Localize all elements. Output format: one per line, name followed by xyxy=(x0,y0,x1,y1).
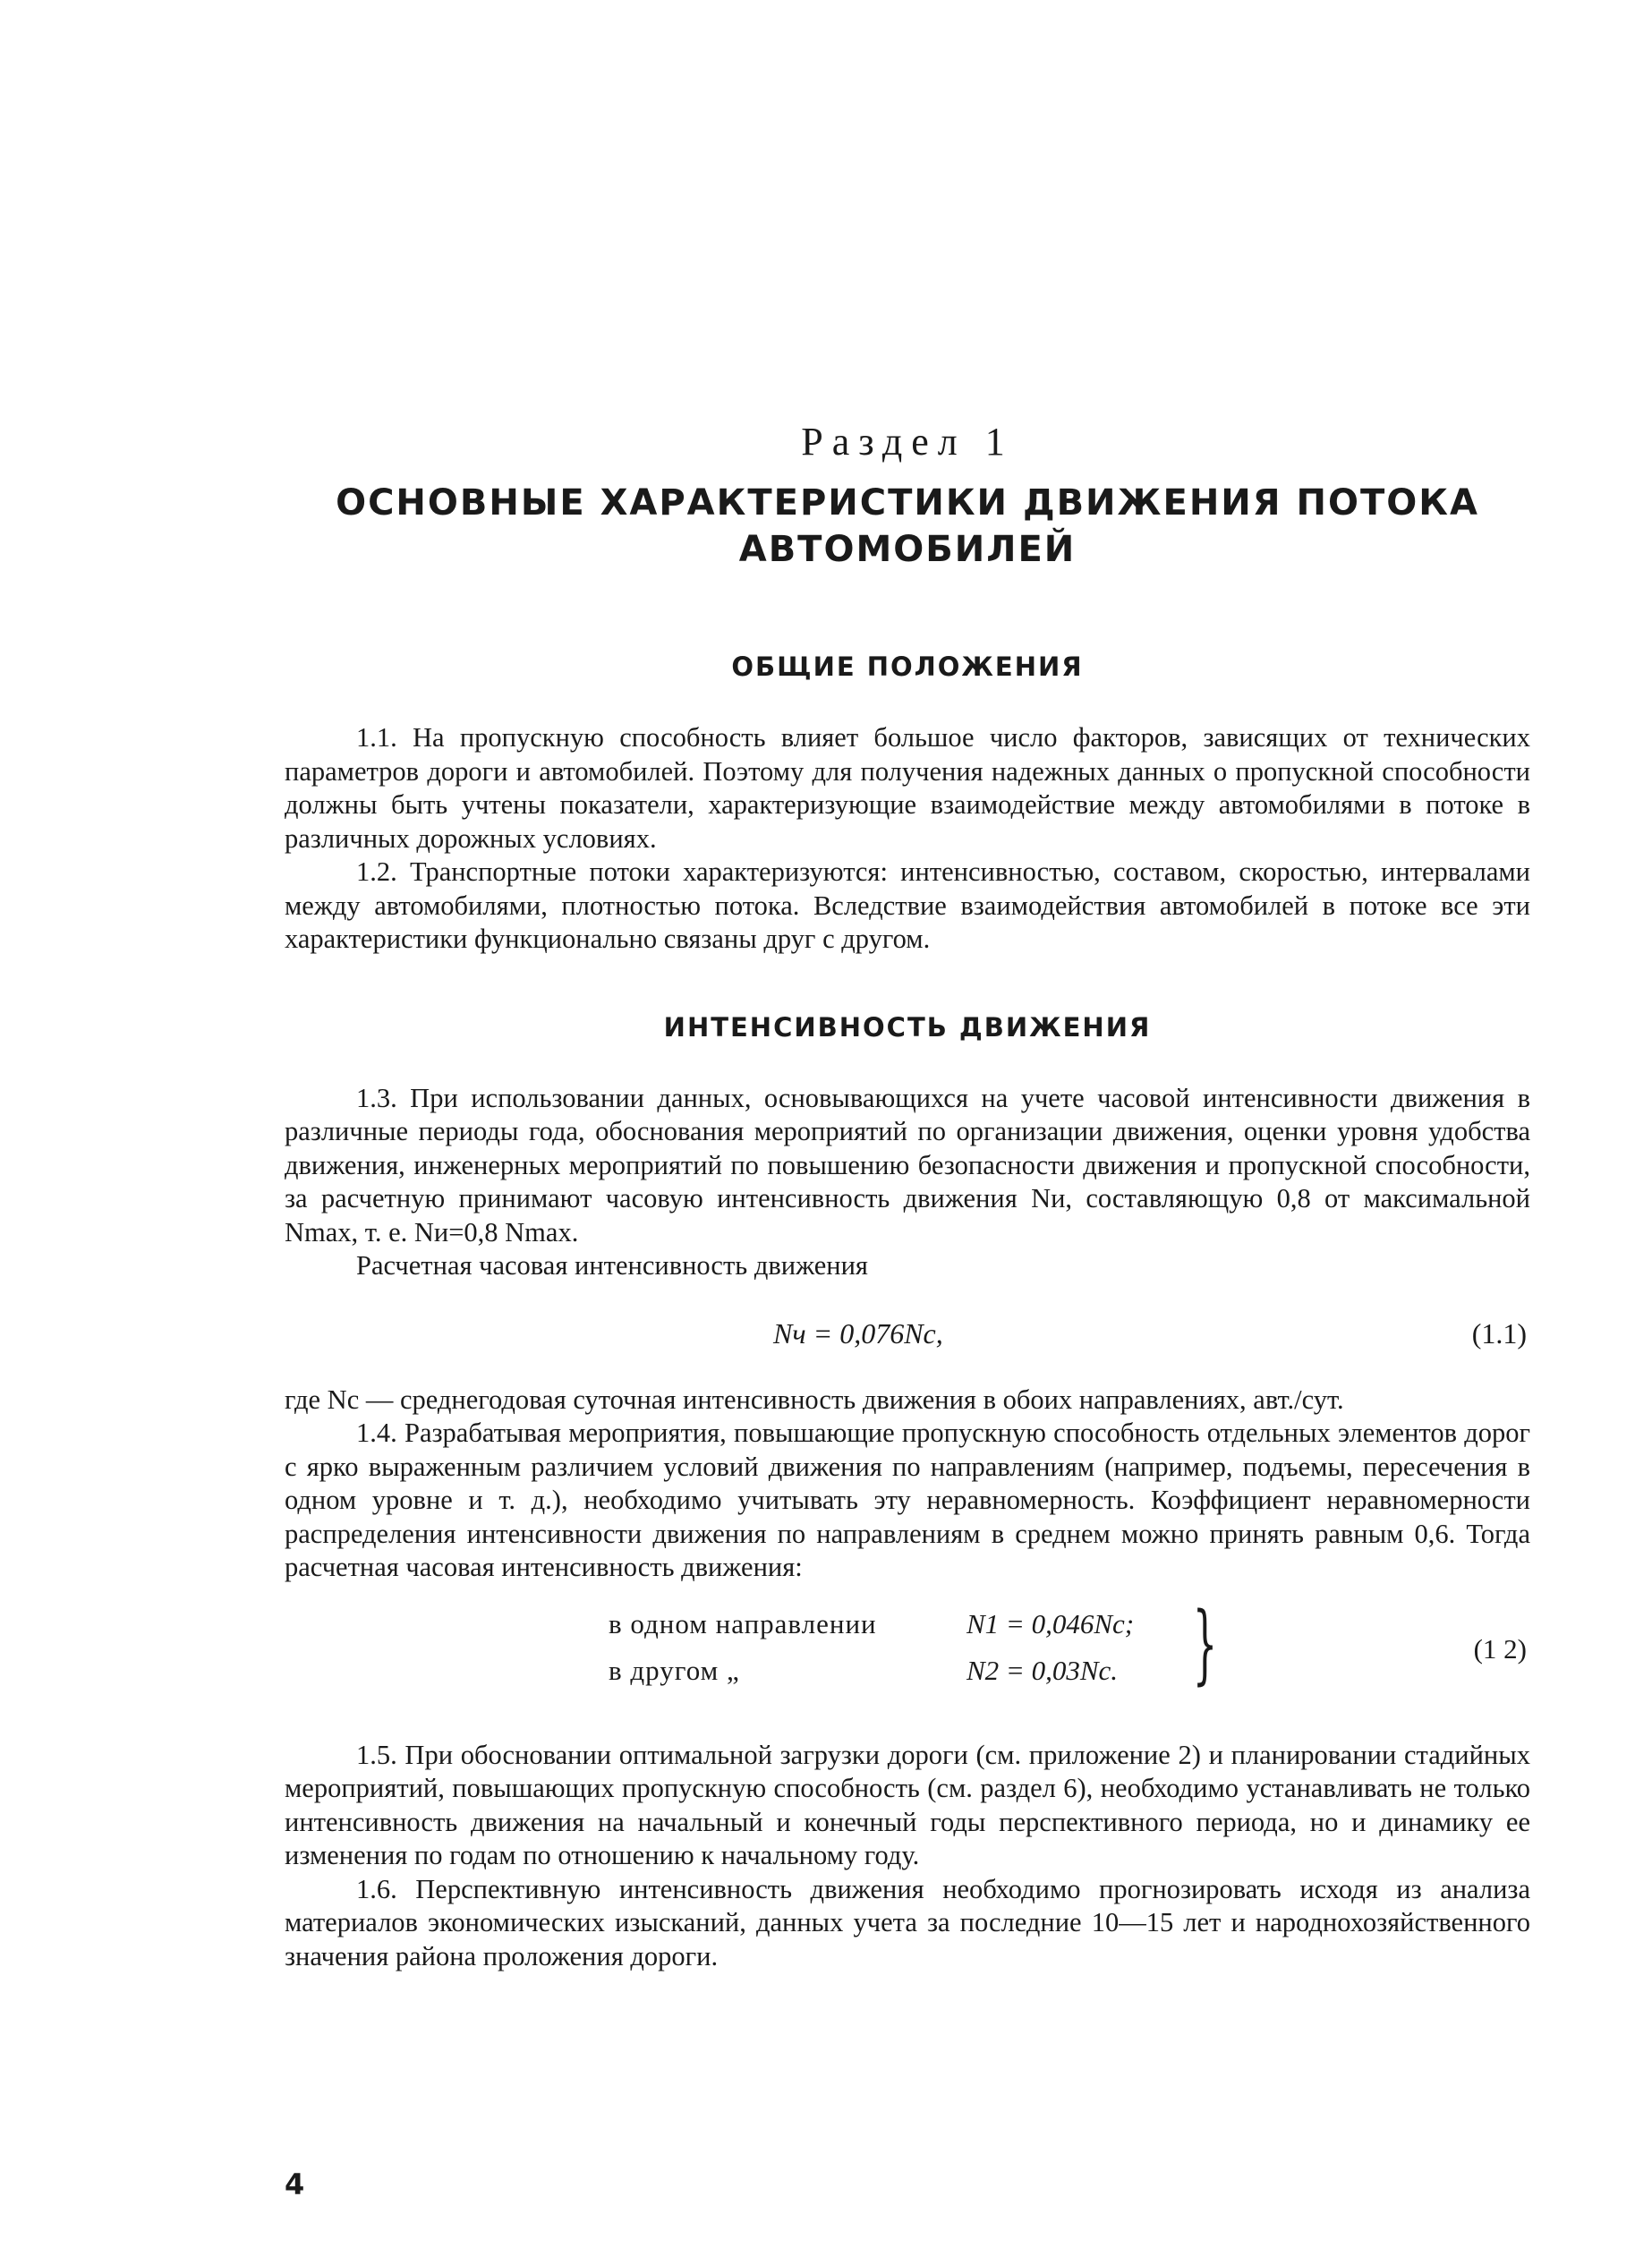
equation-1-2-row-1-expression: N1 = 0,046Nс; xyxy=(967,1607,1135,1639)
document-page xyxy=(285,421,1530,1973)
paragraph-where: где Nс — среднегодовая суточная интенсивность движения в обоих направлениях, авт./сут. xyxy=(285,1384,1344,1415)
paragraph-calc-intensity: Расчетная часовая интенсивность движения xyxy=(356,1250,868,1282)
heading-traffic-intensity: ИНТЕНСИВНОСТЬ ДВИЖЕНИЯ xyxy=(663,1011,1152,1043)
paragraph-1-5: 1.5. При обосновании оптимальной загрузки дороги (см. приложение 2) и планировании стадийных мероприятий, повышающих пропускную способность (см. раздел 6), необходимо устанавливать не только интенсивность движения на начальный и конечный годы перспективного периода, но и динамику ее изменения по годам по отношению к начальному году. xyxy=(285,1739,1530,1871)
equation-1-2-row-1-label: в одном направлении xyxy=(609,1607,877,1639)
equation-1-2-row-2 xyxy=(609,1655,1118,1687)
page-title: ОСНОВНЫЕ ХАРАКТЕРИСТИКИ ДВИЖЕНИЯ ПОТОКА АВТОМОБИЛЕЙ xyxy=(336,482,1479,571)
paragraph-1-6: 1.6. Перспективную интенсивность движения необходимо прогнозировать исходя из анализа материалов экономических изысканий, данных учета за последние 10—15 лет и народнохозяйственного значения района проложения дороги. xyxy=(285,1873,1530,1971)
equation-1-1 xyxy=(285,1314,1530,1357)
heading-general-provisions: ОБЩИЕ ПОЛОЖЕНИЯ xyxy=(731,651,1084,683)
equation-1-2-row-2-expression: N2 = 0,03Nс. xyxy=(967,1654,1119,1686)
paragraph-1-3: 1.3. При использовании данных, основывающихся на учете часовой интенсивности движения в различные периоды года, обоснования мероприятий по организации движения, оценки уровня удобства движения, инженерных мероприятий по повышению безопасности движения и пропускной способности, за расчетную принимают часовую интенсивность движения Nи, составляющую 0,8 от максимальной Nmax, т. е. Nи=0,8 Nmax. xyxy=(285,1082,1530,1247)
page-number: 4 xyxy=(285,2167,305,2201)
paragraph-1-4: 1.4. Разрабатывая мероприятия, повышающие пропускную способность отдельных элементов дорог с ярко выраженным различием условий движения по направлениям (например, подъемы, пересечения в одном уровне и т. д.), необходимо учитывать эту неравномерность. Коэффициент неравномерности распределения интенсивности движения по направлениям в среднем можно принять равным 0,6. Тогда расчетная часовая интенсивность движения: xyxy=(285,1418,1530,1583)
right-brace-icon: } xyxy=(1192,1593,1218,1694)
paragraph-1-2: 1.2. Транспортные потоки характеризуются: интенсивностью, составом, скоростью, интервалами между автомобилями, плотностью потока. Вследствие взаимодействия автомобилей в потоке все эти характеристики функционально связаны друг с другом. xyxy=(285,856,1530,955)
section-label: Раздел 1 xyxy=(801,420,1014,464)
equation-1-1-number: (1.1) xyxy=(1471,1316,1527,1350)
equation-1-2-row-2-label: в другом „ xyxy=(609,1654,740,1686)
equation-1-1-expression: Nч = 0,076Nс, xyxy=(773,1316,943,1350)
equation-1-2 xyxy=(285,1593,1530,1701)
equation-1-2-row-1 xyxy=(609,1608,1134,1640)
paragraph-1-1: 1.1. На пропускную способность влияет большое число факторов, зависящих от технических параметров дороги и автомобилей. Поэтому для получения надежных данных о пропускной способности должны быть учтены показатели, характеризующие взаимодействие между автомобилями в потоке в различных дорожных условиях. xyxy=(285,722,1530,854)
equation-1-2-number: (1 2) xyxy=(1473,1632,1527,1665)
